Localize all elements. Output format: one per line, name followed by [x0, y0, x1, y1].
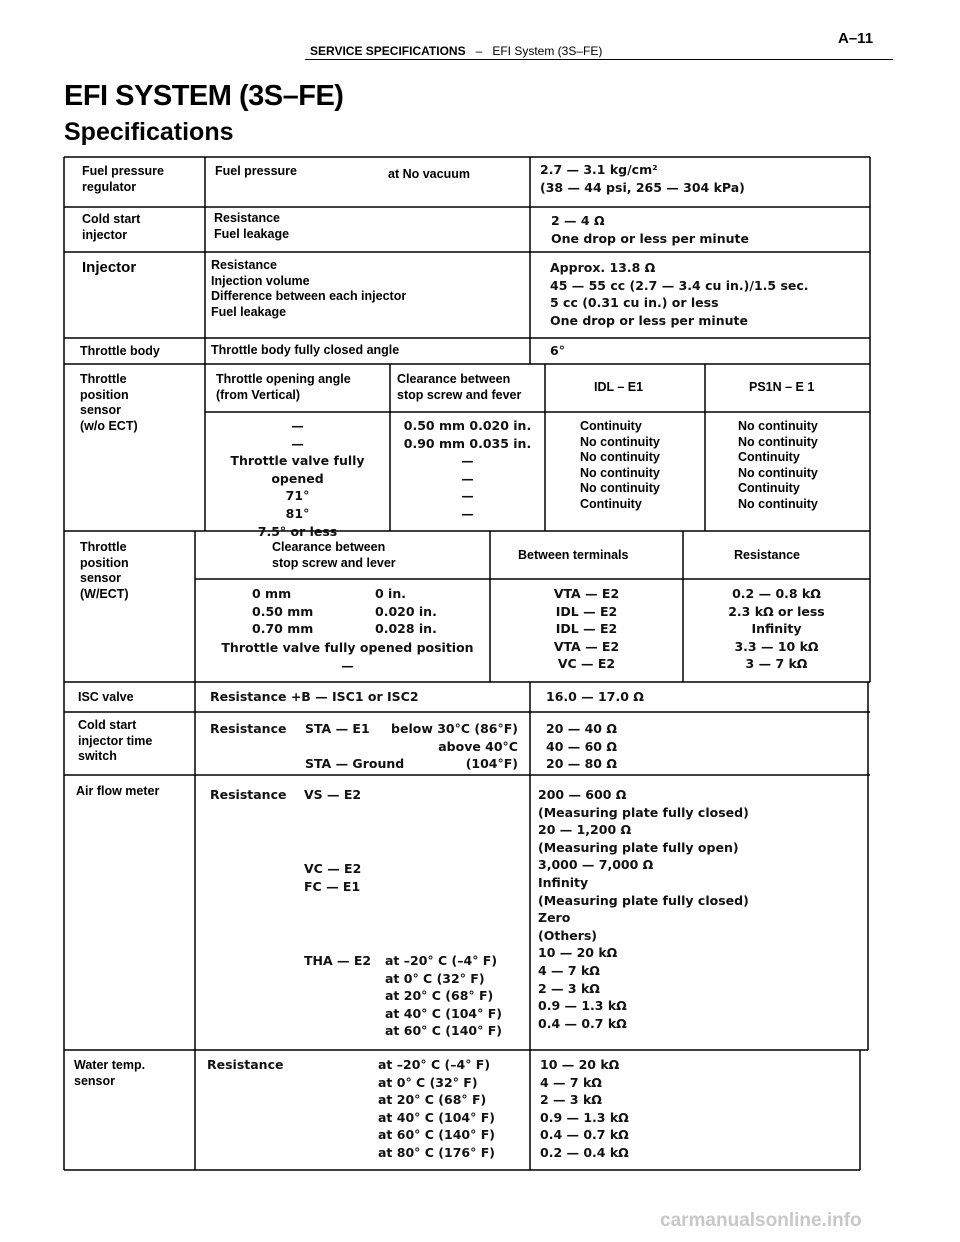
items-cold-start-injector: Resistance Fuel leakage: [214, 211, 290, 241]
page-title: EFI SYSTEM (3S–FE): [64, 80, 344, 112]
tps-idl-values: Continuity No continuity No continuity No continuity No continuity Continuity: [580, 419, 660, 511]
component-tps-wo-ect: Throttle position sensor (w/o ECT): [80, 372, 138, 433]
component-throttle-body: Throttle body: [80, 344, 160, 358]
cst-specs: 20 — 40 Ω 40 — 60 Ω 20 — 80 Ω: [546, 721, 617, 772]
col-ps1n-e1: PS1N – E 1: [749, 380, 815, 394]
watermark: carmanualsonline.info: [660, 1210, 862, 1231]
tps-ect-resistances: 0.2 — 0.8 kΩ 2.3 kΩ or less Infinity 3.3 — 10 kΩ 3 — 7 kΩ: [728, 586, 825, 672]
col-clearance-stop-screw: Clearance between stop screw and fever: [397, 372, 522, 402]
specs-cold-start-injector: 2 — 4 Ω One drop or less per minute: [551, 213, 749, 246]
col-idl-e1: IDL – E1: [594, 380, 644, 394]
component-fuel-pressure-regulator: Fuel pressure regulator: [82, 164, 164, 194]
spec-fuel-pressure: 2.7 — 3.1 kg/cm² (38 — 44 psi, 265 — 304 kPa): [540, 162, 745, 195]
item-fuel-pressure: Fuel pressure: [215, 164, 297, 178]
header-section: SERVICE SPECIFICATIONS: [310, 44, 466, 58]
afm-term-vc-fc: VC — E2 FC — E1: [304, 861, 362, 894]
condition-no-vacuum: at No vacuum: [388, 167, 470, 181]
item-isc-resistance: Resistance +B — ISC1 or ISC2: [210, 689, 419, 704]
wts-conditions: at –20° C (–4° F) at 0° C (32° F) at 20° C (68° F) at 40° C (104° F) at 60° C (140° F) at 80° C (176° F): [378, 1057, 495, 1160]
items-injector: Resistance Injection volume Difference between each injector Fuel leakage: [211, 258, 407, 319]
cst-terminals: STA — E1 STA — Ground: [305, 721, 405, 772]
page-subtitle: Specifications: [64, 118, 234, 146]
wts-specs: 10 — 20 kΩ 4 — 7 kΩ 2 — 3 kΩ 0.9 — 1.3 kΩ 0.4 — 0.7 kΩ 0.2 — 0.4 kΩ: [540, 1057, 629, 1160]
component-water-temp-sensor: Water temp. sensor: [74, 1058, 146, 1088]
tps-ps-values: No continuity No continuity Continuity No continuity Continuity No continuity: [738, 419, 818, 511]
tps-angles: — — Throttle valve fully opened 71° 81° 7.5° or less: [230, 418, 365, 539]
afm-term-vs: VS — E2: [304, 787, 362, 802]
specs-injector: Approx. 13.8 Ω 45 — 55 cc (2.7 — 3.4 cu in.)/1.5 sec. 5 cc (0.31 cu in.) or less One drop or less per minute: [550, 260, 809, 328]
afm-tha-conditions: at –20° C (–4° F) at 0° C (32° F) at 20° C (68° F) at 40° C (104° F) at 60° C (140° F): [385, 953, 502, 1039]
afm-item-label: Resistance: [210, 787, 287, 802]
component-isc-valve: ISC valve: [78, 690, 134, 704]
wts-item-label: Resistance: [207, 1057, 284, 1072]
col-clearance-stop-lever: Clearance between stop screw and lever: [272, 540, 396, 570]
header-separator: –: [475, 44, 483, 58]
component-tps-w-ect: Throttle position sensor (W/ECT): [80, 540, 129, 601]
cst-item-label: Resistance: [210, 721, 287, 736]
col-resistance: Resistance: [734, 548, 801, 562]
header-subsection: EFI System (3S–FE): [492, 44, 603, 58]
spec-throttle-body-angle: 6°: [550, 343, 565, 358]
component-injector: Injector: [82, 259, 137, 276]
cst-conditions: below 30°C (86°F) above 40°C (104°F): [391, 721, 518, 772]
col-between-terminals: Between terminals: [518, 548, 629, 562]
afm-specs: 200 — 600 Ω (Measuring plate fully closed) 20 — 1,200 Ω (Measuring plate fully open) 3,000 — 7,000 Ω Infinity (Measuring plate fully closed) Zero (Others) 10 — 20 kΩ 4 — 7 kΩ 2 — 3 kΩ 0.9 — 1.3 kΩ 0.4 — 0.7 kΩ: [538, 787, 749, 1031]
item-throttle-body-angle: Throttle body fully closed angle: [211, 343, 400, 357]
tps-clearances: 0.50 mm 0.020 in. 0.90 mm 0.035 in. — — — —: [403, 418, 532, 521]
component-cold-start-time-switch: Cold start injector time switch: [78, 718, 153, 763]
col-throttle-opening-angle: Throttle opening angle (from Vertical): [216, 372, 351, 402]
component-air-flow-meter: Air flow meter: [76, 784, 160, 798]
tps-ect-clearance-mm: 0 mm 0.50 mm 0.70 mm: [252, 586, 314, 637]
page-number: A–11: [838, 30, 874, 47]
afm-term-tha: THA — E2: [304, 953, 372, 968]
tps-ect-clearance-in: 0 in. 0.020 in. 0.028 in.: [375, 586, 437, 637]
spec-isc-resistance: 16.0 — 17.0 Ω: [546, 689, 644, 704]
component-cold-start-injector: Cold start injector: [82, 212, 141, 242]
tps-ect-terminals: VTA — E2 IDL — E2 IDL — E2 VTA — E2 VC — E2: [553, 586, 620, 672]
tps-ect-clearance-full: Throttle valve fully opened position —: [221, 640, 474, 673]
